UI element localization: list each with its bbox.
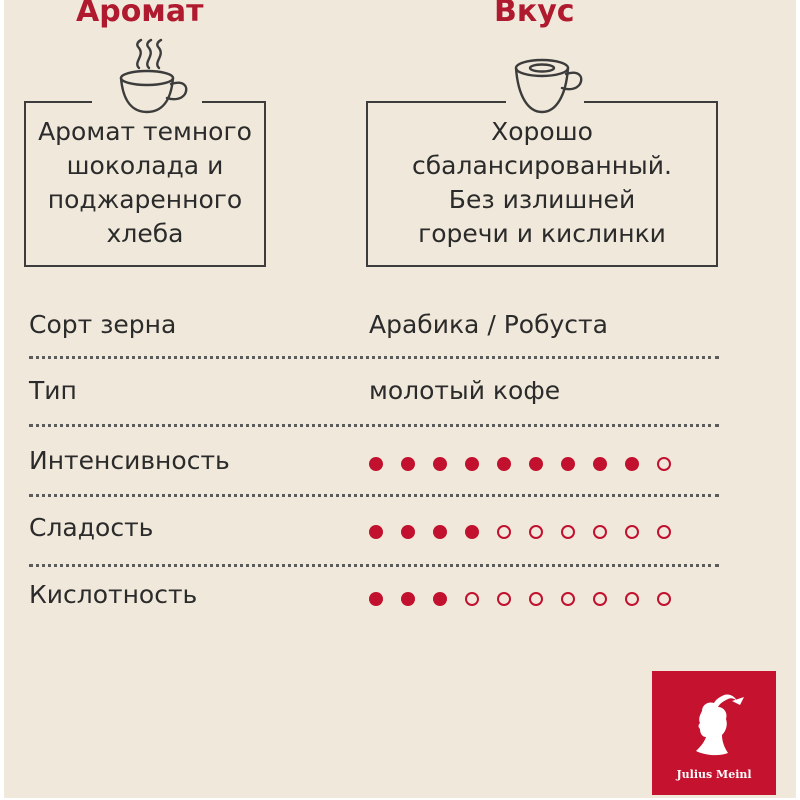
row-divider xyxy=(29,564,719,567)
julius-meinl-logo xyxy=(652,671,776,795)
rating-label: Кислотность xyxy=(29,580,198,609)
rating-dot-filled xyxy=(593,457,607,471)
rating-dot-empty xyxy=(497,525,511,539)
rating-dot-empty xyxy=(593,525,607,539)
aroma-line: Аромат темного xyxy=(38,117,252,146)
rating-dot-empty xyxy=(625,525,639,539)
rating-dot-filled xyxy=(401,592,415,606)
rating-dot-empty xyxy=(625,592,639,606)
aroma-description-box xyxy=(24,101,266,267)
spec-label: Тип xyxy=(29,376,77,405)
rating-label: Сладость xyxy=(29,513,154,542)
taste-line: горечи и кислинки xyxy=(418,219,666,248)
rating-dot-filled xyxy=(369,592,383,606)
taste-line: Хорошо xyxy=(491,117,593,146)
rating-dot-filled xyxy=(369,525,383,539)
aroma-heading: Аромат xyxy=(76,0,204,29)
rating-dot-empty xyxy=(465,592,479,606)
spec-label: Сорт зерна xyxy=(29,310,177,339)
rating-dot-empty xyxy=(529,525,543,539)
aroma-line: поджаренного xyxy=(47,185,243,214)
spec-value: молотый кофе xyxy=(369,376,561,405)
rating-dots xyxy=(369,457,671,471)
rating-dot-filled xyxy=(433,592,447,606)
rating-dot-filled xyxy=(497,457,511,471)
rating-row-sweetness xyxy=(29,513,719,579)
taste-line: сбалансированный. xyxy=(412,151,672,180)
rating-dot-filled xyxy=(465,525,479,539)
rating-dot-empty xyxy=(657,592,671,606)
rating-dot-filled xyxy=(625,457,639,471)
rating-dot-filled xyxy=(529,457,543,471)
rating-dots xyxy=(369,592,671,606)
rating-dots xyxy=(369,525,671,539)
rating-dot-filled xyxy=(369,457,383,471)
rating-dot-empty xyxy=(657,525,671,539)
taste-description-box xyxy=(366,101,718,267)
rating-dot-empty xyxy=(561,592,575,606)
aroma-line: шоколада и xyxy=(66,151,224,180)
spec-row-bean-type xyxy=(29,310,719,376)
rating-label: Интенсивность xyxy=(29,446,230,475)
taste-line: Без излишней xyxy=(448,185,636,214)
spec-value: Арабика / Робуста xyxy=(369,310,608,339)
rating-dot-empty xyxy=(593,592,607,606)
rating-dot-empty xyxy=(497,592,511,606)
aroma-description xyxy=(38,115,252,251)
rating-dot-filled xyxy=(433,457,447,471)
aroma-line: хлеба xyxy=(106,219,184,248)
rating-dot-filled xyxy=(433,525,447,539)
taste-heading: Вкус xyxy=(494,0,575,29)
brand-name: Julius Meinl xyxy=(676,768,752,781)
rating-dot-filled xyxy=(401,457,415,471)
rating-dot-filled xyxy=(465,457,479,471)
row-divider xyxy=(29,356,719,359)
taste-description xyxy=(412,115,672,251)
rating-dot-empty xyxy=(529,592,543,606)
spec-row-type xyxy=(29,376,719,442)
rating-dot-filled xyxy=(401,525,415,539)
row-divider xyxy=(29,494,719,497)
rating-dot-empty xyxy=(561,525,575,539)
rating-row-acidity xyxy=(29,580,719,646)
rating-row-intensity xyxy=(29,446,719,512)
row-divider xyxy=(29,424,719,427)
rating-dot-empty xyxy=(657,457,671,471)
rating-dot-filled xyxy=(561,457,575,471)
